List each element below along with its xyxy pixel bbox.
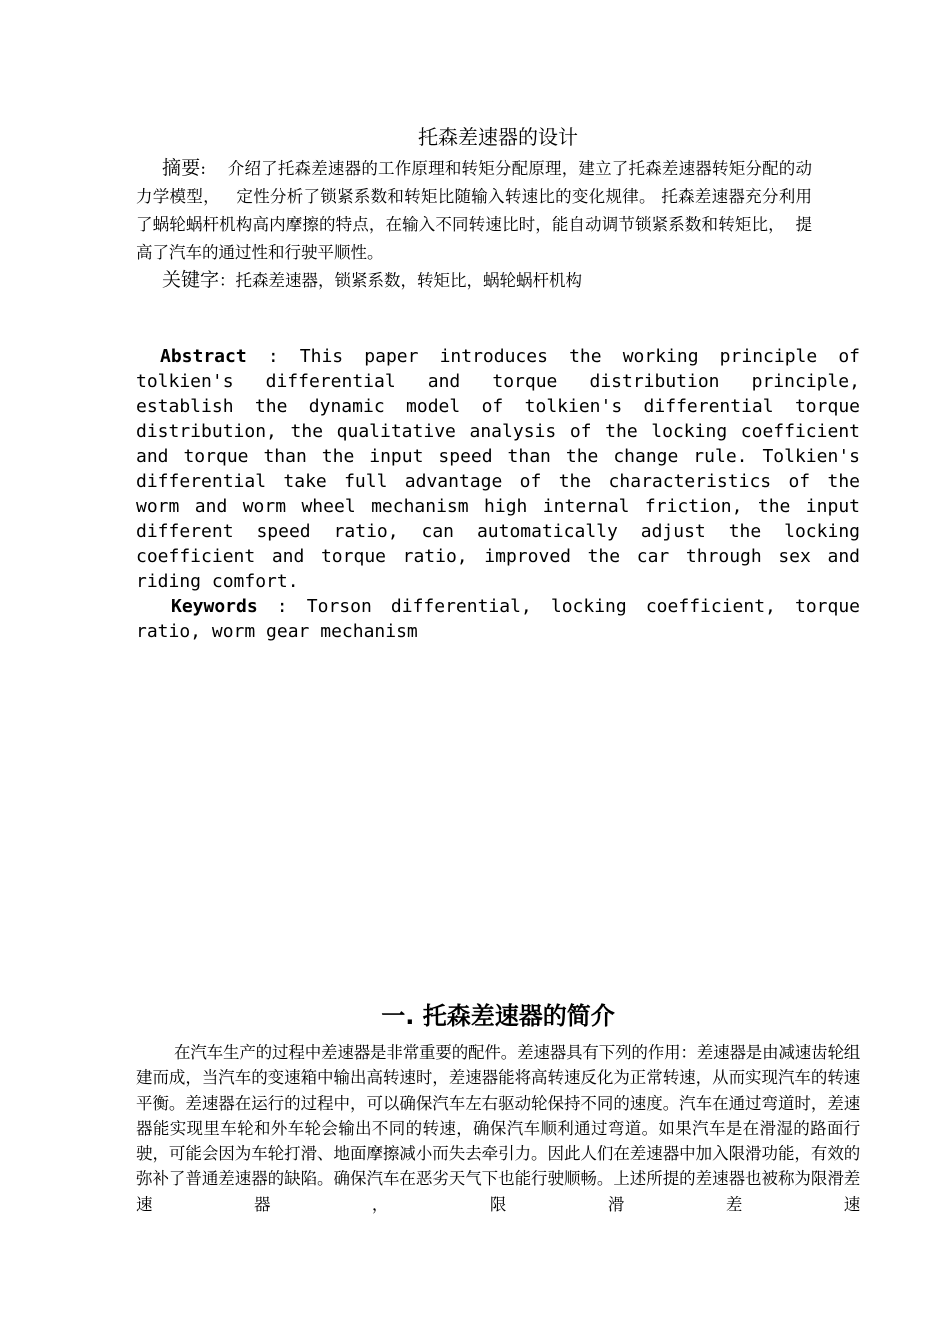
chinese-keywords-label: 关键字: [162, 269, 220, 291]
chinese-keywords-separator: ：: [219, 271, 236, 290]
english-abstract-label: Abstract: [160, 346, 247, 367]
english-abstract: [136, 344, 860, 594]
chinese-abstract-label: 摘要: [162, 157, 201, 179]
english-abstract-text: This paper introduces the working principle of tolkien's differential and torque distribution principle, establish the dynamic model of tolkien's differential torque distribution, the qualitative analysis of the locking coefficient and torque than the input speed than the change rule. Tolkien's differential take full advantage of the characteristics of the worm and worm wheel mechanism high internal friction, the input different speed ratio, can automatically adjust the locking coefficient and torque ratio, improved the car through sex and riding comfort.: [136, 346, 861, 592]
english-abstract-separator: :: [246, 346, 300, 367]
chinese-abstract-text: 介绍了托森差速器的工作原理和转矩分配原理，建立了托森差速器转矩分配的动力学模型， 定性分析了锁紧系数和转矩比随输入转速比的变化规律。 托森差速器充分利用了蜗轮蜗杆机构高内摩擦的特点，在输入不同转速比时，能自动调节锁紧系数和转矩比， 提高了汽车的通过性和行驶平顺性。: [136, 159, 812, 262]
section-heading: 一. 托森差速器的简介: [381, 1002, 615, 1030]
english-keywords-separator: :: [257, 596, 307, 617]
chinese-abstract-separator: :: [200, 159, 206, 178]
chinese-keywords: [162, 266, 852, 295]
english-keywords: [136, 594, 860, 644]
section-paragraph: 在汽车生产的过程中差速器是非常重要的配件。差速器具有下列的作用：差速器是由减速齿轮组建而成，当汽车的变速箱中输出高转速时，差速器能将高转速反化为正常转速，从而实现汽车的转速平衡。差速器在运行的过程中，可以确保汽车左右驱动轮保持不同的速度。汽车在通过弯道时，差速器能实现里车轮和外车轮会输出不同的转速，确保汽车顺利通过弯道。如果汽车是在滑湿的路面行驶，可能会因为车轮打滑、地面摩擦减小而失去牵引力。因此人们在差速器中加入限滑功能，有效的弥补了普通差速器的缺陷。确保汽车在恶劣天气下也能行驶顺畅。上述所提的差速器也被称为限滑差速器，限滑差速: [136, 1043, 860, 1214]
chinese-abstract: [136, 154, 812, 267]
english-keywords-label: Keywords: [171, 596, 258, 617]
english-keywords-text: Torson differential, locking coefficient, torque ratio, worm gear mechanism: [136, 596, 861, 642]
document-title: 托森差速器的设计: [418, 125, 578, 149]
chinese-keywords-text: 托森差速器，锁紧系数，转矩比，蜗轮蜗杆机构: [235, 271, 583, 290]
